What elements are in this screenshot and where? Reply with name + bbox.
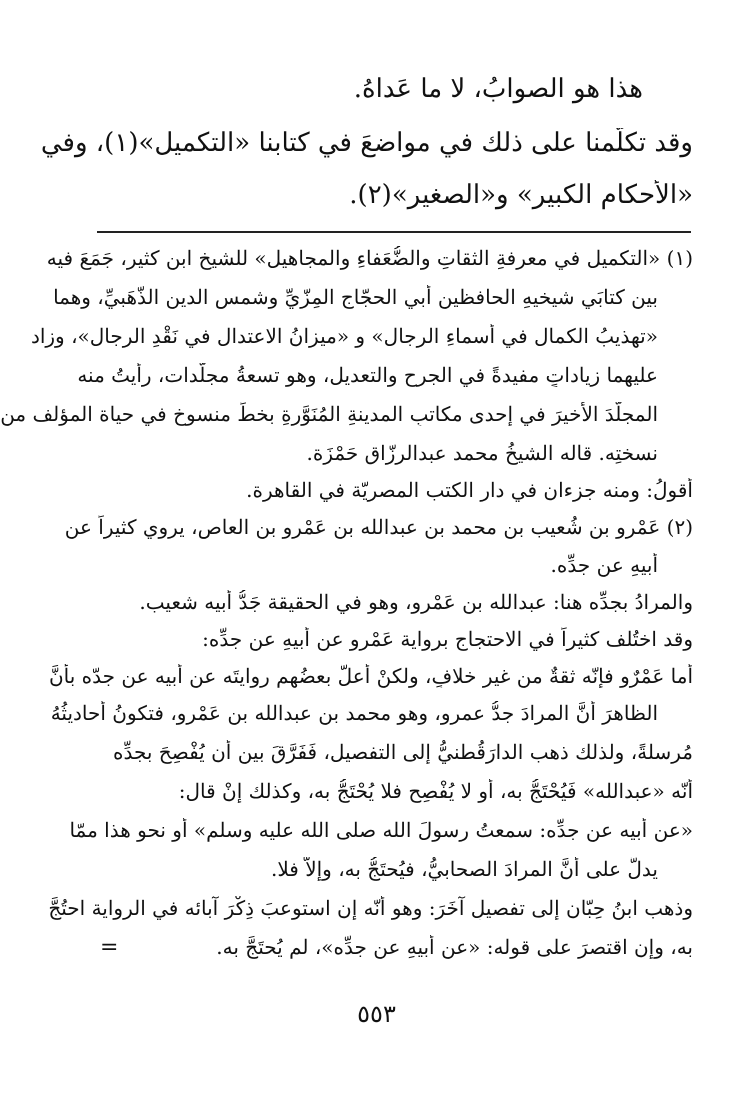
main-text-line: هذا هو الصوابُ، لا ما عَداهُ.: [353, 74, 643, 104]
footnote-line: نسختِه. قاله الشيخُ محمد عبدالرزّاق حَمْزَة.: [306, 441, 658, 465]
footnote-line: عليهما زياداتٍ مفيدةً في الجرح والتعديل، وهو تسعةُ مجلّدات، رأيتُ منه: [77, 363, 658, 387]
page-number: ٥٥٣: [357, 1000, 396, 1028]
footnote-line: يدلُّ على أنَّ المرادَ الصحابيُّ، فيُحتَجُّ به، وإلاّ فلا.: [271, 857, 658, 881]
footnote-line: أما عَمْرٌو فإنّه ثقةٌ من غير خلافٍ، ولكنْ أعلَّ بعضُهم روايتَه عن أبيه عن جدّه بأنَّ: [48, 664, 693, 688]
footnote-line: الظاهرَ أنَّ المرادَ جدُّ عمرو، وهو محمد بن عبدالله بن عَمْرو، فتكونُ أحاديثُهُ: [50, 701, 658, 725]
footnote-line: أقولُ: ومنه جزءان في دار الكتب المصريّة في القاهرة.: [246, 478, 693, 502]
footnote-line: أنّه «عبدالله» فَيُحْتَجُّ به، أو لا يُفْصِح فلا يُحْتَجُّ به، وكذلك إنْ قال:: [178, 779, 693, 803]
footnote-line: المجلّدَ الأخيرَ في إحدى مكاتبِ المدينةِ المُنَوَّرةِ بخطٍّ منسوخٍ في حياة المؤلف من: [0, 402, 658, 426]
footnote-line: (١) «التكميل في معرفةِ الثقاتِ والضُّعَفاءِ والمجاهيل» للشيخ ابنِ كثير، جَمَعَ فيه: [46, 246, 693, 270]
footnote-line: أبيهِ عن جدِّه.: [550, 553, 658, 577]
footnote-line: (٢) عَمْرو بن شُعيب بن محمد بن عبدالله بن عَمْرو بن العاص، يروي كثيراً عن: [64, 515, 693, 539]
footnote-line: بين كتابَي شيخيهِ الحافظين أبي الحجّاجِ المِزّيِّ وشمسِ الدين الذّهَبيِّ، وهما: [53, 285, 658, 309]
continuation-mark: =: [100, 935, 119, 960]
footnote-line: وذهب ابنُ حِبّان إلى تفصيلٍ آخَرَ: وهو أنّه إن استوعبَ ذِكْرَ آبائه في الرواية احتُجَّ: [48, 896, 693, 920]
footnote-line: به، وإنِ اقتصرَ على قوله: «عن أبيهِ عن جدِّه»، لم يُحتَجَّ به.: [216, 935, 693, 959]
main-text-line: «الأحكام الكبير» و«الصغير»(٢).: [349, 180, 693, 210]
footnote-line: مُرسلةً، ولذلك ذهب الدارَقُطنيُّ إلى التفصيل، فَفَرَّقَ بين أن يُفْصِحَ بجدِّه: [113, 740, 693, 764]
main-text-line: وقد تكلّمنا على ذلك في مواضعَ في كتابنا «التكميل»(١)، وفي: [40, 128, 693, 158]
footnote-line: «تهذيبُ الكمال في أسماءِ الرجال» و «ميزانُ الاعتدال في نَقْدِ الرجال»، وزاد: [30, 324, 658, 348]
footnote-line: «عن أبيه عن جدِّه: سمعتُ رسولَ الله صلى الله عليه وسلم» أو نحو هذا ممّا: [69, 818, 693, 842]
footnote-line: وقد اختُلف كثيراً في الاحتجاج برواية عَمْرو عن أبيهِ عن جدِّه:: [202, 627, 693, 651]
footnote-line: والمرادُ بجدِّه هنا: عبدالله بن عَمْرو، وهو في الحقيقة جَدُّ أبيه شعيب.: [139, 590, 693, 614]
footnote-separator: [97, 231, 691, 233]
